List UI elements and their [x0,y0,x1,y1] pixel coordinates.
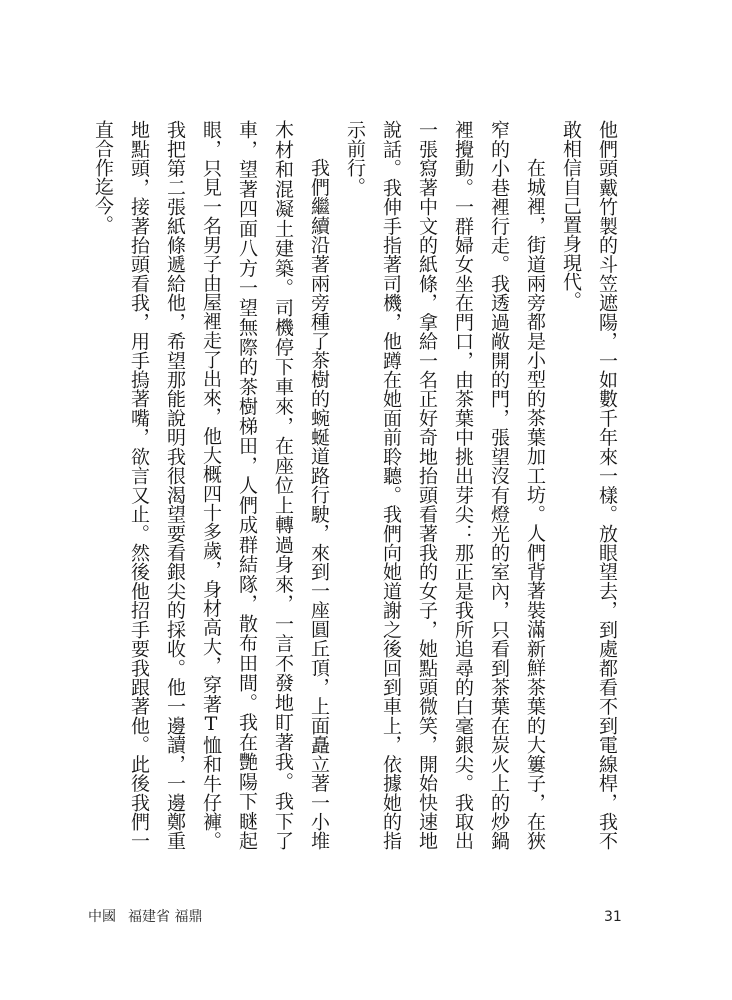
text-column: 車，望著四面八方一望無際的茶樹梯田，人們成群結隊，散布田間。我在艷陽下瞇起 [236,120,258,850]
text-column: 木材和混凝土建築。司機停下車來，在座位上轉過身來，一言不發地盯著我。我下了 [272,120,294,850]
footer-country: 中國 [88,909,116,925]
text-column: 示前行。 [344,120,366,196]
text-column: 眼，只見一名男子由屋裡走了出來，他大概四十多歲，身材高大，穿著T恤和牛仔褲。 [200,120,222,850]
text-column: 敢相信自己置身現代。 [560,120,582,310]
footer-place: 福建省 福鼎 [128,909,203,925]
text-column: 一張寫著中文的紙條，拿給一名正好奇地抬頭看著我的女子，她點頭微笑，開始快速地 [416,120,438,850]
page-number: 31 [604,909,622,925]
text-column: 窄的小巷裡行走。我透過敞開的門，張望沒有燈光的室內，只看到茶葉在炭火上的炒鍋 [488,120,510,850]
text-column: 直合作迄今。 [92,120,114,234]
text-column: 裡攪動。一群婦女坐在門口，由茶葉中挑出芽尖：那正是我所追尋的白毫銀尖。我取出 [452,120,474,850]
text-column: 他們頭戴竹製的斗笠遮陽，一如數千年來一樣。放眼望去，到處都看不到電線桿，我不 [596,120,618,850]
text-column: 在城裡，街道兩旁都是小型的茶葉加工坊。人們背著裝滿新鮮茶葉的大簍子，在狹 [524,158,546,850]
running-footer [88,908,202,926]
text-column: 說話。我伸手指著司機，他蹲在她面前聆聽。我們向她道謝之後回到車上，依據她的指 [380,120,402,850]
vertical-text-body [85,120,625,850]
text-column: 我們繼續沿著兩旁種了茶樹的蜿蜒道路行駛，來到一座圓丘頂，上面矗立著一小堆 [308,158,330,850]
text-column: 我把第二張紙條遞給他，希望那能說明我很渴望要看銀尖的採收。他一邊讀，一邊鄭重 [164,120,186,850]
text-column: 地點頭，接著抬頭看我，用手摀著嘴，欲言又止。然後他招手要我跟著他。此後我們一 [128,120,150,850]
